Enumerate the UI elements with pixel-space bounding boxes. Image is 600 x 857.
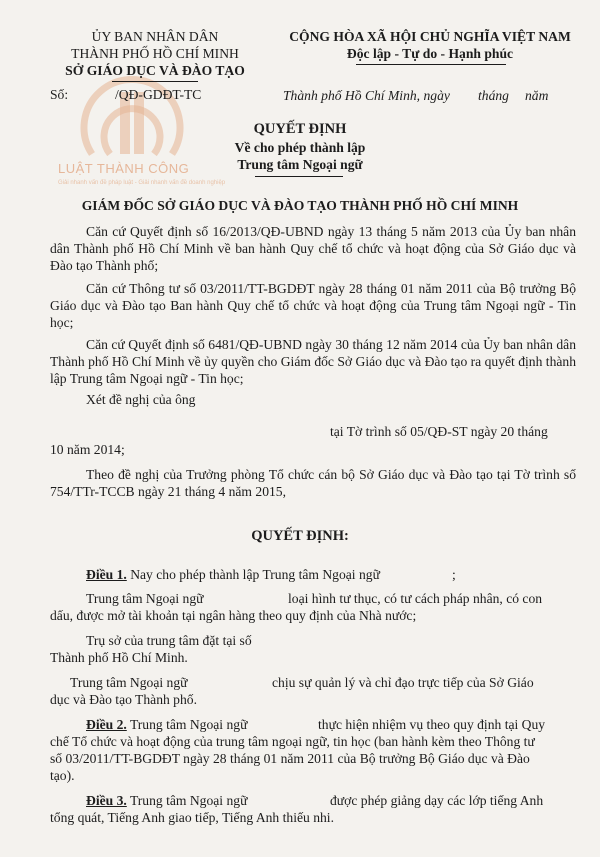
watermark-brand: LUẬT THÀNH CÔNG <box>58 161 190 176</box>
article-2-c: chế Tổ chức và hoạt động của trung tâm ngoại ngữ, tin học (ban hành kèm theo Thông tư <box>50 734 535 749</box>
issuer-line-2: THÀNH PHỐ HỒ CHÍ MINH <box>71 46 239 61</box>
article-1-p1a: Trung tâm Ngoại ngữ <box>86 591 204 606</box>
request-paragraph: Theo đề nghị của Trưởng phòng Tổ chức cán bộ Sở Giáo dục và Đào tạo tại Tờ trình số 754/TTr-TCCB ngày 21 tháng 4 năm 2015, <box>50 467 576 499</box>
issuer-line-1: ỦY BAN NHÂN DÂN <box>91 29 219 44</box>
watermark-tagline: Giải nhanh vấn đề pháp luật - Giải nhanh vấn đề doanh nghiệp <box>58 180 226 186</box>
article-2-b: thực hiện nhiệm vụ theo quy định tại Quy <box>318 717 546 732</box>
article-3-c: tổng quát, Tiếng Anh giao tiếp, Tiếng Anh thiếu nhi. <box>50 810 334 825</box>
article-1-text: Nay cho phép thành lập Trung tâm Ngoại ngữ <box>130 567 380 582</box>
legal-basis-3: Căn cứ Quyết định số 6481/QĐ-UBND ngày 30 tháng 12 năm 2014 của Ủy ban nhân dân Thành phố Hồ Chí Minh về ủy quyền cho Giám đốc Sở Giáo dục và Đào tạo ra quyết định thành lập Trung tâm Ngoại ngữ - Tin học; <box>50 337 576 386</box>
title-underline <box>255 176 343 177</box>
article-1-label: Điều 1. <box>86 567 127 582</box>
article-1-line <box>86 566 380 583</box>
article-1-p1c: dấu, được mở tài khoản tại ngân hàng theo quy định của Nhà nước; <box>50 608 417 623</box>
issuer-line-3: SỞ GIÁO DỤC VÀ ĐÀO TẠO <box>65 63 245 78</box>
national-motto: Độc lập - Tự do - Hạnh phúc <box>346 46 514 61</box>
date-month: tháng <box>478 88 509 103</box>
article-2-label: Điều 2. <box>86 717 127 732</box>
issuer-underline <box>112 81 198 82</box>
issuing-authority: GIÁM ĐỐC SỞ GIÁO DỤC VÀ ĐÀO TẠO THÀNH PHỐ HỒ CHÍ MINH <box>81 198 519 213</box>
legal-basis-1: Căn cứ Quyết định số 16/2013/QĐ-UBND ngày 13 tháng 5 năm 2013 của Ủy ban nhân dân Thành phố Hồ Chí Minh về ban hành Quy chế tổ chức và hoạt động của Sở Giáo dục và Đào tạo Thành phố; <box>50 224 576 273</box>
article-3-label: Điều 3. <box>86 793 127 808</box>
document-number-label: Số: <box>50 87 69 102</box>
article-1-p3b: chịu sự quản lý và chỉ đạo trực tiếp của Sở Giáo <box>272 675 534 690</box>
decision-heading: QUYẾT ĐỊNH: <box>251 528 349 544</box>
article-1-p2a: Trụ sở của trung tâm đặt tại số <box>86 633 252 648</box>
article-1-p2b: Thành phố Hồ Chí Minh. <box>50 650 188 665</box>
place-date: Thành phố Hồ Chí Minh, ngày <box>283 88 450 103</box>
article-3-line <box>86 792 247 809</box>
decision-title: QUYẾT ĐỊNH <box>253 121 347 137</box>
document-number-code: /QĐ-GDĐT-TC <box>115 87 202 102</box>
decision-subject-2: Trung tâm Ngoại ngữ <box>237 157 363 172</box>
article-1-p1b: loại hình tư thục, có tư cách pháp nhân, có con <box>288 591 543 606</box>
motto-underline <box>356 64 506 65</box>
article-1-p3a: Trung tâm Ngoại ngữ <box>70 675 188 690</box>
date-year: năm <box>525 88 549 103</box>
article-1-p3c: dục và Đào tạo Thành phố. <box>50 692 197 707</box>
proposal-line-2: tại Tờ trình số 05/QĐ-ST ngày 20 tháng <box>330 424 548 439</box>
national-title: CỘNG HÒA XÃ HỘI CHỦ NGHĨA VIỆT NAM <box>289 29 571 44</box>
proposal-line-3: 10 năm 2014; <box>50 442 125 457</box>
article-2-e: tạo). <box>50 768 75 783</box>
article-2-d: số 03/2011/TT-BGDĐT ngày 28 tháng 01 năm 2011 của Bộ trưởng Bộ Giáo dục và Đào <box>50 751 530 766</box>
article-2-a: Trung tâm Ngoại ngữ <box>129 717 248 732</box>
article-2-line <box>86 716 247 733</box>
legal-basis-2: Căn cứ Thông tư số 03/2011/TT-BGDĐT ngày 28 tháng 01 năm 2011 của Bộ trưởng Bộ Giáo dục và Đào tạo Ban hành Quy chế tổ chức và hoạt động của Trung tâm Ngoại ngữ - Tin học; <box>50 281 576 330</box>
decision-subject-1: Về cho phép thành lập <box>234 140 366 155</box>
article-1-end: ; <box>452 567 456 582</box>
article-3-b: được phép giảng dạy các lớp tiếng Anh <box>330 793 544 808</box>
proposal-line-1: Xét đề nghị của ông <box>86 392 196 407</box>
article-3-a: Trung tâm Ngoại ngữ <box>129 793 248 808</box>
